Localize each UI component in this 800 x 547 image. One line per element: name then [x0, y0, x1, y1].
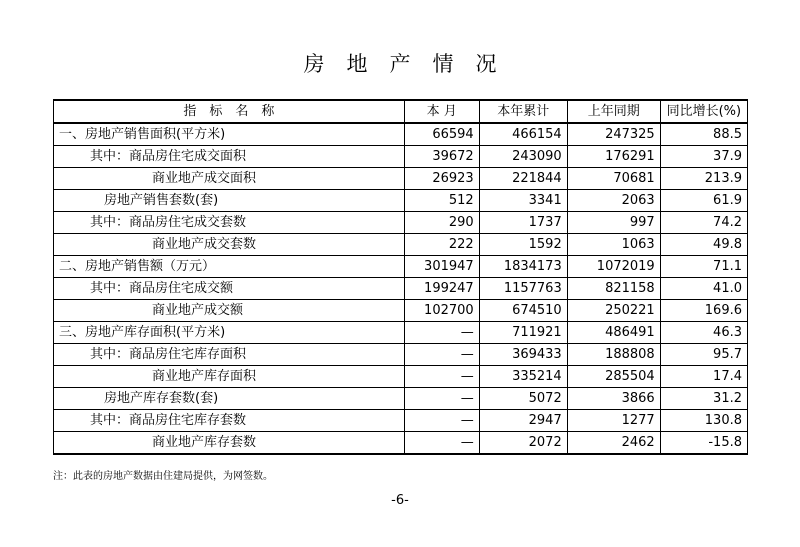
- row-name: 商业地产成交面积: [54, 168, 405, 190]
- row-growth: 49.8: [660, 234, 747, 256]
- row-this-month: —: [404, 410, 479, 432]
- row-cumulative: 1737: [479, 212, 567, 234]
- row-last-year: 2063: [567, 190, 660, 212]
- row-last-year: 188808: [567, 344, 660, 366]
- row-last-year: 285504: [567, 366, 660, 388]
- row-cumulative: 335214: [479, 366, 567, 388]
- row-cumulative: 1157763: [479, 278, 567, 300]
- row-this-month: 26923: [404, 168, 479, 190]
- header-this-month: 本 月: [404, 100, 479, 123]
- row-this-month: 102700: [404, 300, 479, 322]
- row-this-month: 39672: [404, 146, 479, 168]
- row-name: 商业地产库存套数: [54, 432, 405, 455]
- row-last-year: 997: [567, 212, 660, 234]
- page-title: 房地产情况: [303, 52, 519, 76]
- row-cumulative: 2072: [479, 432, 567, 455]
- table-row: [54, 388, 748, 410]
- row-this-month: 199247: [404, 278, 479, 300]
- row-last-year: 176291: [567, 146, 660, 168]
- header-indicator-name: 指 标 名 称: [54, 100, 405, 123]
- table-row: [54, 212, 748, 234]
- row-this-month: 66594: [404, 123, 479, 146]
- header-cumulative: 本年累计: [479, 100, 567, 123]
- row-growth: 17.4: [660, 366, 747, 388]
- row-last-year: 247325: [567, 123, 660, 146]
- row-growth: 169.6: [660, 300, 747, 322]
- row-growth: 71.1: [660, 256, 747, 278]
- row-cumulative: 466154: [479, 123, 567, 146]
- row-last-year: 1277: [567, 410, 660, 432]
- row-name: 其中：商品房住宅成交面积: [54, 146, 405, 168]
- row-name: 二、房地产销售额（万元）: [54, 256, 405, 278]
- row-this-month: 290: [404, 212, 479, 234]
- table-row: [54, 410, 748, 432]
- table-row: [54, 190, 748, 212]
- row-last-year: 250221: [567, 300, 660, 322]
- table-row: [54, 256, 748, 278]
- row-cumulative: 5072: [479, 388, 567, 410]
- table-row: [54, 146, 748, 168]
- table-row: [54, 300, 748, 322]
- row-this-month: —: [404, 366, 479, 388]
- row-growth: 88.5: [660, 123, 747, 146]
- row-last-year: 1063: [567, 234, 660, 256]
- row-growth: -15.8: [660, 432, 747, 455]
- row-last-year: 2462: [567, 432, 660, 455]
- row-growth: 41.0: [660, 278, 747, 300]
- row-this-month: —: [404, 344, 479, 366]
- row-last-year: 1072019: [567, 256, 660, 278]
- row-this-month: 222: [404, 234, 479, 256]
- row-growth: 46.3: [660, 322, 747, 344]
- row-name: 商业地产成交套数: [54, 234, 405, 256]
- row-this-month: 301947: [404, 256, 479, 278]
- table-row: [54, 168, 748, 190]
- row-name: 商业地产成交额: [54, 300, 405, 322]
- row-name: 房地产库存套数(套): [54, 388, 405, 410]
- page-number: -6-: [391, 493, 409, 508]
- row-cumulative: 243090: [479, 146, 567, 168]
- row-last-year: 486491: [567, 322, 660, 344]
- header-growth: 同比增长(%): [660, 100, 747, 123]
- table-row: [54, 344, 748, 366]
- row-name: 一、房地产销售面积(平方米): [54, 123, 405, 146]
- row-cumulative: 2947: [479, 410, 567, 432]
- row-growth: 130.8: [660, 410, 747, 432]
- row-growth: 213.9: [660, 168, 747, 190]
- row-name: 商业地产库存面积: [54, 366, 405, 388]
- table-row: [54, 322, 748, 344]
- row-cumulative: 1592: [479, 234, 567, 256]
- row-cumulative: 3341: [479, 190, 567, 212]
- header-last-year: 上年同期: [567, 100, 660, 123]
- real-estate-table: [53, 99, 748, 455]
- footnote: 注：此表的房地产数据由住建局提供，为网签数。: [53, 471, 273, 482]
- row-this-month: —: [404, 322, 479, 344]
- table-row: [54, 366, 748, 388]
- row-name: 其中：商品房住宅成交额: [54, 278, 405, 300]
- row-last-year: 3866: [567, 388, 660, 410]
- row-cumulative: 674510: [479, 300, 567, 322]
- row-last-year: 821158: [567, 278, 660, 300]
- row-cumulative: 221844: [479, 168, 567, 190]
- row-last-year: 70681: [567, 168, 660, 190]
- table-row: [54, 123, 748, 146]
- table-row: [54, 432, 748, 455]
- row-name: 其中：商品房住宅库存套数: [54, 410, 405, 432]
- row-growth: 61.9: [660, 190, 747, 212]
- row-name: 其中：商品房住宅成交套数: [54, 212, 405, 234]
- row-growth: 95.7: [660, 344, 747, 366]
- row-name: 三、房地产库存面积(平方米): [54, 322, 405, 344]
- row-cumulative: 1834173: [479, 256, 567, 278]
- row-name: 其中：商品房住宅库存面积: [54, 344, 405, 366]
- table-row: [54, 234, 748, 256]
- row-name: 房地产销售套数(套): [54, 190, 405, 212]
- row-this-month: 512: [404, 190, 479, 212]
- row-cumulative: 369433: [479, 344, 567, 366]
- table-row: [54, 278, 748, 300]
- table-header-row: [54, 100, 748, 123]
- row-this-month: —: [404, 388, 479, 410]
- row-cumulative: 711921: [479, 322, 567, 344]
- row-this-month: —: [404, 432, 479, 455]
- row-growth: 37.9: [660, 146, 747, 168]
- row-growth: 74.2: [660, 212, 747, 234]
- row-growth: 31.2: [660, 388, 747, 410]
